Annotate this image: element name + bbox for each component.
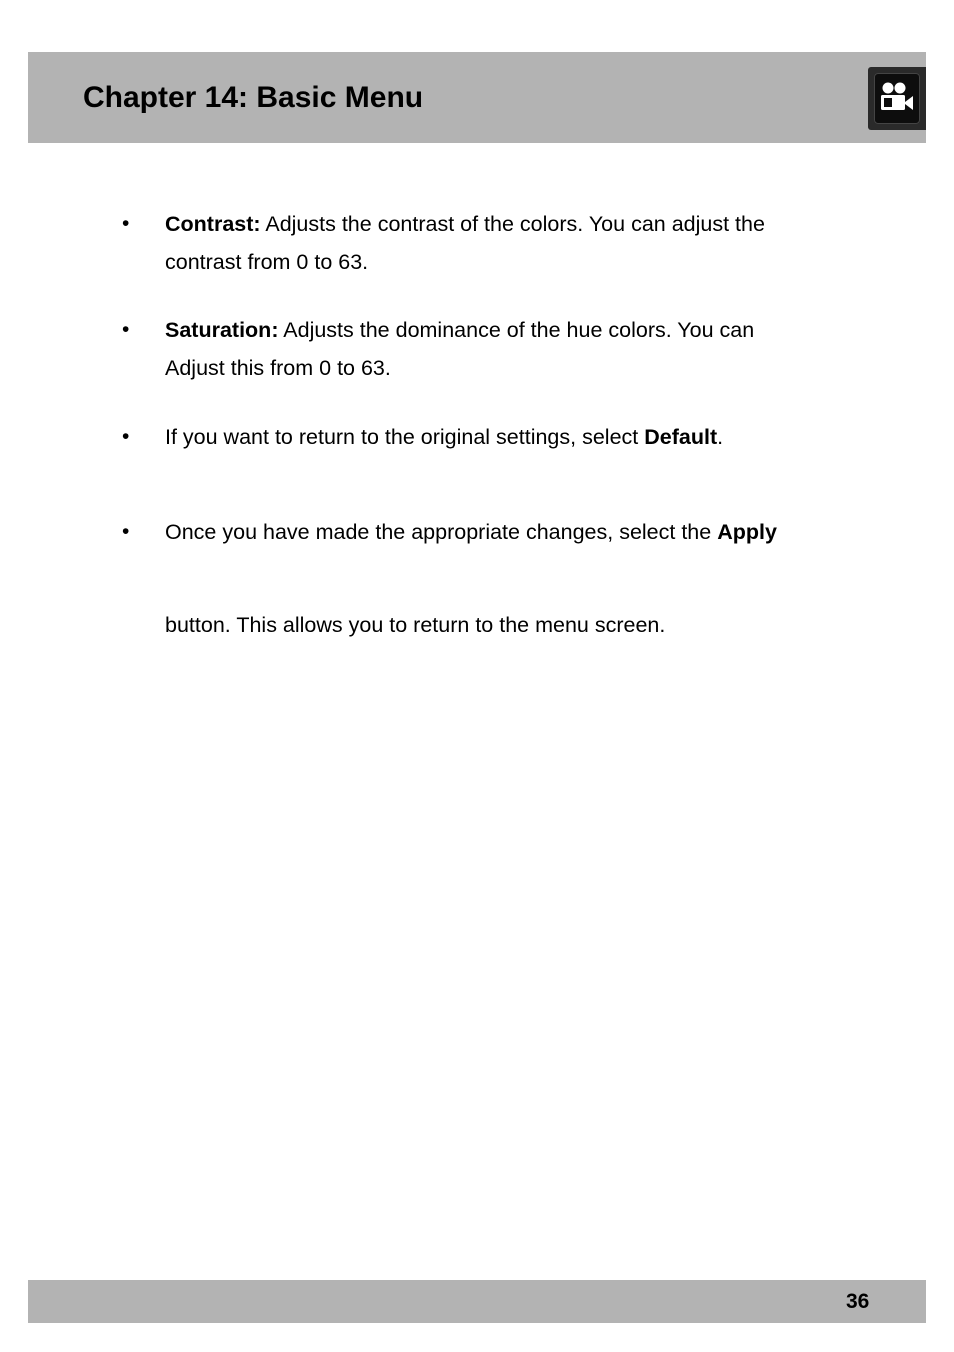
description-line: Adjust this from 0 to 63. [165,356,391,380]
description-line: If you want to return to the original settings, select [165,425,645,449]
description-line: contrast from 0 to 63. [165,250,369,274]
bullet: • [122,318,130,341]
description-line: Adjusts the dominance of the hue colors. You can [278,318,755,342]
chapter-header [28,52,926,143]
term-default: Default [644,425,718,449]
bullet: • [122,520,130,543]
term-saturation: Saturation: [165,318,279,342]
list-item-text [165,418,865,456]
description-line: Adjusts the contrast of the colors. You can adjust the [260,212,765,236]
page-footer [28,1280,926,1323]
term-apply: Apply [717,520,777,544]
description-line: Once you have made the appropriate changes, select the [165,520,718,544]
list-item-text [165,311,865,387]
page-number: 36 [846,1290,870,1313]
description-line: . [717,425,724,449]
bullet: • [122,425,130,448]
bullet: • [122,212,130,235]
term-contrast: Contrast: [165,212,261,236]
list-item-text [165,513,865,551]
video-camera-icon [868,67,926,130]
list-item-text [165,205,865,281]
chapter-title: Chapter 14: Basic Menu [83,81,424,114]
description-line: button. This allows you to return to the menu screen. [165,613,666,637]
list-item-text [165,606,865,644]
